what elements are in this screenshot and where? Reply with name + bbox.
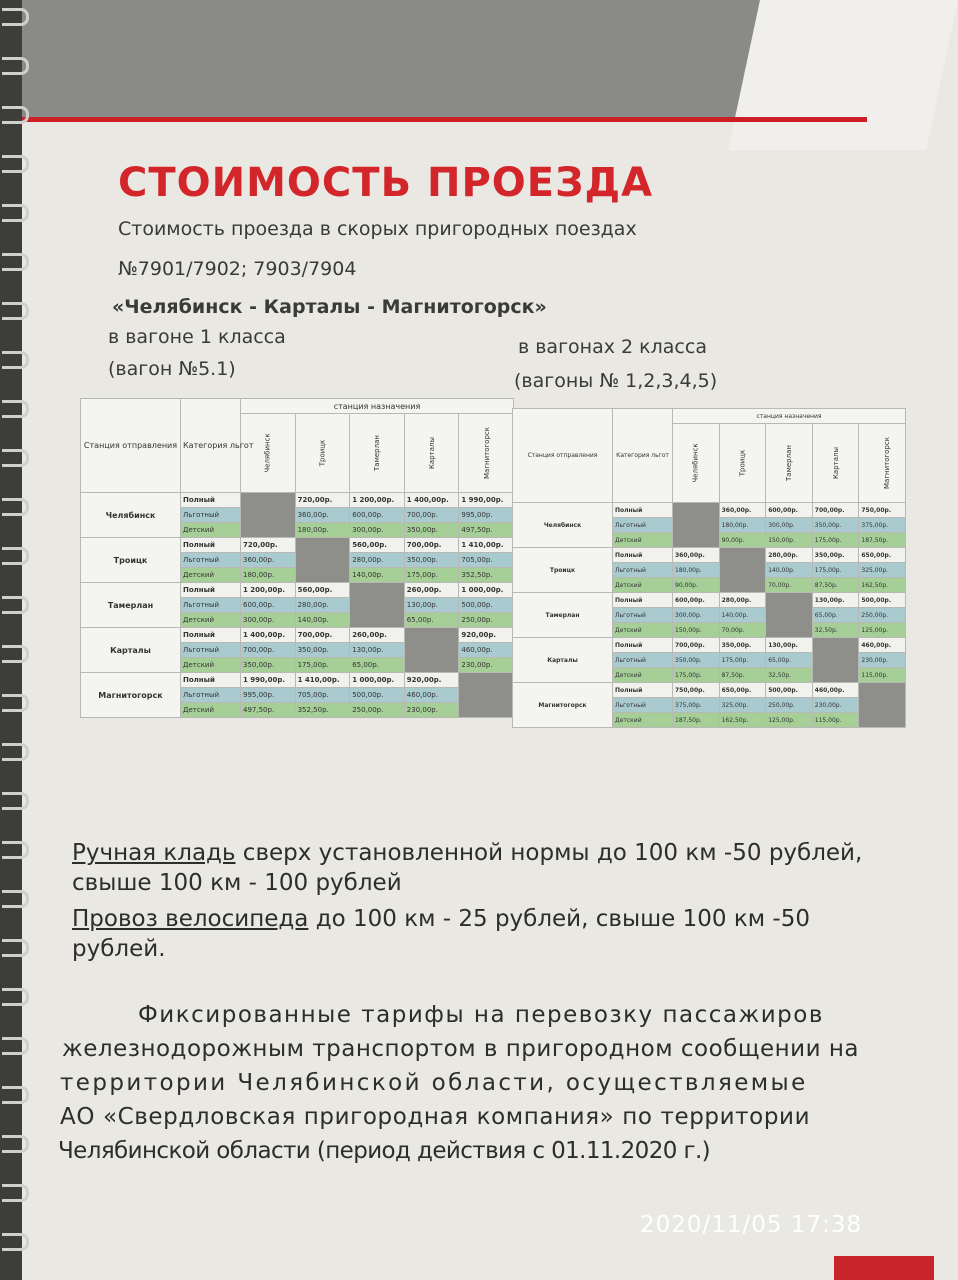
fare-table-class2	[512, 408, 906, 728]
fare-cell: 460,00р.	[404, 688, 459, 703]
fare-cell: 90,00р.	[719, 533, 766, 548]
class1-label: в вагоне 1 класса	[108, 326, 286, 348]
binding-ring	[2, 694, 29, 712]
binding-ring	[2, 302, 29, 320]
fare-cell: 350,00р.	[295, 643, 350, 658]
fare-cell: 130,00р.	[766, 638, 813, 653]
fare-cell: 995,00р.	[459, 508, 514, 523]
fare-cell: 65,00р.	[404, 613, 459, 628]
fare-table-class1	[80, 398, 514, 718]
binding-ring	[2, 890, 29, 908]
header-departure: Станция отправления	[513, 409, 613, 503]
fare-category: Льготный	[613, 653, 673, 668]
fare-cell: 250,00р.	[350, 703, 405, 718]
fare-cell: 1 000,00р.	[459, 583, 514, 598]
fare-category: Льготный	[181, 508, 241, 523]
binding-ring	[2, 106, 29, 124]
binding-ring	[2, 57, 29, 75]
fare-cell: 350,00р.	[719, 638, 766, 653]
bike-text: до 100 км - 25 рублей, свыше 100 км -50	[308, 906, 810, 932]
fare-category: Льготный	[181, 643, 241, 658]
bike-note-2: рублей.	[72, 936, 166, 962]
route-name: «Челябинск - Карталы - Магнитогорск»	[112, 296, 547, 318]
header-destination-station: Троицк	[295, 414, 350, 493]
class1-car: (вагон №5.1)	[108, 358, 236, 380]
luggage-text: сверх установленной нормы до 100 км -50 рублей,	[235, 840, 863, 866]
departure-station: Челябинск	[513, 503, 613, 548]
fare-cell-empty	[241, 493, 296, 538]
class2-cars: (вагоны № 1,2,3,4,5)	[514, 370, 718, 392]
fare-cell: 700,00р.	[404, 508, 459, 523]
fare-cell: 300,00р.	[766, 518, 813, 533]
binding-ring	[2, 743, 29, 761]
fare-cell: 350,00р.	[812, 518, 859, 533]
luggage-note-2: свыше 100 км - 100 рублей	[72, 870, 402, 896]
fare-cell: 600,00р.	[766, 503, 813, 518]
fare-cell: 750,00р.	[859, 503, 906, 518]
fare-cell: 250,00р.	[859, 608, 906, 623]
header-red-line	[22, 117, 867, 122]
fare-cell: 140,00р.	[719, 608, 766, 623]
fare-category: Полный	[181, 628, 241, 643]
fare-cell: 300,00р.	[241, 613, 296, 628]
fare-cell: 700,00р.	[404, 538, 459, 553]
fare-cell: 650,00р.	[719, 683, 766, 698]
binding-ring	[2, 792, 29, 810]
fare-cell: 140,00р.	[350, 568, 405, 583]
fare-cell: 115,00р.	[812, 713, 859, 728]
fare-cell-empty	[766, 593, 813, 638]
fare-cell: 130,00р.	[350, 643, 405, 658]
fare-cell-empty	[350, 583, 405, 628]
fare-cell: 350,00р.	[241, 658, 296, 673]
fare-cell: 1 200,00р.	[241, 583, 296, 598]
fare-cell-empty	[859, 683, 906, 728]
fare-cell: 230,00р.	[404, 703, 459, 718]
fare-cell: 87,50р.	[719, 668, 766, 683]
fare-cell: 600,00р.	[350, 508, 405, 523]
binding-ring	[2, 547, 29, 565]
fare-cell: 1 400,00р.	[404, 493, 459, 508]
departure-station: Троицк	[513, 548, 613, 593]
fare-cell: 350,00р.	[673, 653, 720, 668]
binding-ring	[2, 400, 29, 418]
departure-station: Карталы	[81, 628, 181, 673]
binding-ring	[2, 1184, 29, 1202]
fare-cell: 180,00р.	[241, 568, 296, 583]
departure-station: Троицк	[81, 538, 181, 583]
fare-category: Полный	[181, 583, 241, 598]
fare-category: Детский	[613, 578, 673, 593]
fixed-tariffs-line-5: Челябинской области (период действия с 01.11.2020 г.)	[58, 1138, 711, 1164]
fare-category: Полный	[613, 503, 673, 518]
fare-cell: 460,00р.	[812, 683, 859, 698]
fare-cell: 700,00р.	[812, 503, 859, 518]
fare-cell: 560,00р.	[350, 538, 405, 553]
fare-cell-empty	[295, 538, 350, 583]
fare-category: Детский	[181, 523, 241, 538]
fare-category: Детский	[613, 533, 673, 548]
fare-cell: 1 000,00р.	[350, 673, 405, 688]
fare-cell-empty	[404, 628, 459, 673]
fare-cell: 65,00р.	[350, 658, 405, 673]
fare-cell-empty	[812, 638, 859, 683]
fare-cell-empty	[719, 548, 766, 593]
fare-cell: 500,00р.	[350, 688, 405, 703]
fare-category: Льготный	[613, 518, 673, 533]
fixed-tariffs-line-2: железнодорожным транспортом в пригородном сообщении на	[62, 1036, 860, 1062]
fare-cell: 187,50р.	[859, 533, 906, 548]
fare-category: Льготный	[181, 598, 241, 613]
fare-cell: 90,00р.	[673, 578, 720, 593]
fare-cell: 920,00р.	[459, 628, 514, 643]
fare-category: Полный	[181, 538, 241, 553]
fare-cell: 360,00р.	[673, 548, 720, 563]
binding-ring	[2, 1037, 29, 1055]
fare-cell: 175,00р.	[673, 668, 720, 683]
fare-cell: 180,00р.	[719, 518, 766, 533]
header-destination-station: Челябинск	[241, 414, 296, 493]
fare-cell: 280,00р.	[719, 593, 766, 608]
fare-cell: 260,00р.	[404, 583, 459, 598]
fare-cell-empty	[673, 503, 720, 548]
binding-ring	[2, 596, 29, 614]
bike-note	[72, 906, 810, 932]
header-destination-station: Троицк	[719, 424, 766, 503]
departure-station: Тамерлан	[81, 583, 181, 628]
fare-category: Полный	[613, 593, 673, 608]
bike-link: Провоз велосипеда	[72, 906, 309, 932]
fare-cell: 300,00р.	[350, 523, 405, 538]
fare-cell: 180,00р.	[673, 563, 720, 578]
fare-cell: 180,00р.	[295, 523, 350, 538]
header-destination-station: Тамерлан	[766, 424, 813, 503]
fare-category: Детский	[181, 568, 241, 583]
class2-label: в вагонах 2 класса	[518, 336, 707, 358]
fare-cell: 280,00р.	[350, 553, 405, 568]
binding-ring	[2, 449, 29, 467]
page-curl	[728, 0, 958, 150]
fare-cell: 70,00р.	[719, 623, 766, 638]
fare-cell: 750,00р.	[673, 683, 720, 698]
fixed-tariffs-line-1: Фиксированные тарифы на перевозку пассажиров	[138, 1002, 824, 1028]
departure-station: Карталы	[513, 638, 613, 683]
fare-cell: 280,00р.	[766, 548, 813, 563]
fare-cell: 350,00р.	[404, 523, 459, 538]
header-destination: станция назначения	[241, 399, 514, 414]
fare-cell: 1 990,00р.	[241, 673, 296, 688]
fare-category: Полный	[613, 638, 673, 653]
fare-cell: 700,00р.	[673, 638, 720, 653]
fare-cell: 560,00р.	[295, 583, 350, 598]
fare-cell: 140,00р.	[766, 563, 813, 578]
binding-ring	[2, 1233, 29, 1251]
fare-cell: 32,50р.	[812, 623, 859, 638]
fare-cell: 325,00р.	[859, 563, 906, 578]
intro-line-1: Стоимость проезда в скорых пригородных поездах	[118, 218, 637, 240]
fare-cell: 70,00р.	[766, 578, 813, 593]
fare-cell: 162,50р.	[719, 713, 766, 728]
fare-cell: 375,00р.	[673, 698, 720, 713]
binding-ring	[2, 253, 29, 271]
fare-category: Детский	[613, 668, 673, 683]
binding-ring	[2, 988, 29, 1006]
fare-cell: 162,50р.	[859, 578, 906, 593]
fare-cell: 600,00р.	[241, 598, 296, 613]
fare-category: Льготный	[613, 698, 673, 713]
fare-cell: 125,00р.	[766, 713, 813, 728]
binding-ring	[2, 939, 29, 957]
fare-cell: 720,00р.	[241, 538, 296, 553]
binding-ring	[2, 155, 29, 173]
fare-category: Льготный	[613, 563, 673, 578]
fare-cell: 175,00р.	[812, 563, 859, 578]
header-destination-station: Магнитогорск	[859, 424, 906, 503]
fare-cell: 1 410,00р.	[459, 538, 514, 553]
fare-cell: 500,00р.	[766, 683, 813, 698]
binding-ring	[2, 498, 29, 516]
fare-cell: 150,00р.	[766, 533, 813, 548]
fare-category: Полный	[181, 673, 241, 688]
fare-category: Детский	[613, 623, 673, 638]
header-destination-station: Тамерлан	[350, 414, 405, 493]
fare-cell: 175,00р.	[719, 653, 766, 668]
fare-category: Льготный	[181, 553, 241, 568]
fare-cell: 1 410,00р.	[295, 673, 350, 688]
fare-cell: 460,00р.	[859, 638, 906, 653]
fare-cell: 230,00р.	[859, 653, 906, 668]
fare-category: Детский	[181, 703, 241, 718]
departure-station: Челябинск	[81, 493, 181, 538]
fare-cell: 260,00р.	[350, 628, 405, 643]
header-category: Категория льгот	[181, 399, 241, 493]
fare-cell: 700,00р.	[241, 643, 296, 658]
binding-ring	[2, 841, 29, 859]
fare-cell: 230,00р.	[459, 658, 514, 673]
fare-cell: 140,00р.	[295, 613, 350, 628]
fare-cell: 175,00р.	[812, 533, 859, 548]
fare-cell: 460,00р.	[459, 643, 514, 658]
photo-timestamp: 2020/11/05 17:38	[640, 1212, 863, 1238]
fare-cell: 360,00р.	[719, 503, 766, 518]
fare-cell: 1 200,00р.	[350, 493, 405, 508]
fare-cell: 350,00р.	[404, 553, 459, 568]
luggage-link: Ручная кладь	[72, 840, 236, 866]
page-corner-mark	[834, 1256, 934, 1280]
departure-station: Магнитогорск	[513, 683, 613, 728]
fare-cell: 125,00р.	[859, 623, 906, 638]
fare-cell: 300,00р.	[673, 608, 720, 623]
fare-cell: 130,00р.	[404, 598, 459, 613]
fare-cell: 360,00р.	[295, 508, 350, 523]
intro-train-numbers: №7901/7902; 7903/7904	[118, 258, 357, 280]
fare-cell: 352,50р.	[295, 703, 350, 718]
fare-cell: 115,00р.	[859, 668, 906, 683]
fare-cell: 65,00р.	[766, 653, 813, 668]
fare-cell: 1 990,00р.	[459, 493, 514, 508]
fare-category: Детский	[181, 658, 241, 673]
departure-station: Тамерлан	[513, 593, 613, 638]
fare-cell: 650,00р.	[859, 548, 906, 563]
fare-cell: 500,00р.	[859, 593, 906, 608]
fare-cell: 187,50р.	[673, 713, 720, 728]
fare-category: Льготный	[181, 688, 241, 703]
binding-ring	[2, 1135, 29, 1153]
fare-category: Детский	[613, 713, 673, 728]
fixed-tariffs-line-4: АО «Свердловская пригородная компания» по территории	[60, 1104, 811, 1130]
fare-cell: 360,00р.	[241, 553, 296, 568]
fare-cell: 497,50р.	[241, 703, 296, 718]
fare-cell: 1 400,00р.	[241, 628, 296, 643]
fare-cell: 350,00р.	[812, 548, 859, 563]
binding-ring	[2, 645, 29, 663]
fare-cell: 497,50р.	[459, 523, 514, 538]
fare-cell: 175,00р.	[404, 568, 459, 583]
departure-station: Магнитогорск	[81, 673, 181, 718]
header-destination-station: Карталы	[404, 414, 459, 493]
fare-cell: 32,50р.	[766, 668, 813, 683]
header-category: Категория льгот	[613, 409, 673, 503]
fixed-tariffs-line-3: территории Челябинской области, осуществляемые	[60, 1070, 808, 1096]
header-destination-station: Карталы	[812, 424, 859, 503]
fare-cell: 600,00р.	[673, 593, 720, 608]
fare-category: Полный	[613, 548, 673, 563]
fare-cell: 705,00р.	[295, 688, 350, 703]
fare-cell: 230,00р.	[812, 698, 859, 713]
fare-cell: 250,00р.	[459, 613, 514, 628]
header-band	[22, 0, 862, 118]
fare-cell: 920,00р.	[404, 673, 459, 688]
fare-cell: 705,00р.	[459, 553, 514, 568]
fare-cell: 150,00р.	[673, 623, 720, 638]
header-destination-station: Челябинск	[673, 424, 720, 503]
header-departure: Станция отправления	[81, 399, 181, 493]
header-destination-station: Магнитогорск	[459, 414, 514, 493]
fare-cell: 720,00р.	[295, 493, 350, 508]
fare-cell: 130,00р.	[812, 593, 859, 608]
fare-cell: 87,50р.	[812, 578, 859, 593]
fare-cell: 280,00р.	[295, 598, 350, 613]
fare-cell: 995,00р.	[241, 688, 296, 703]
luggage-note	[72, 840, 862, 866]
fare-cell: 352,50р.	[459, 568, 514, 583]
fare-cell: 700,00р.	[295, 628, 350, 643]
fare-cell: 325,00р.	[719, 698, 766, 713]
fare-cell: 250,00р.	[766, 698, 813, 713]
binding-ring	[2, 1086, 29, 1104]
fare-category: Детский	[181, 613, 241, 628]
fare-category: Полный	[181, 493, 241, 508]
page-title: СТОИМОСТЬ ПРОЕЗДА	[118, 160, 654, 206]
fare-cell: 65,00р.	[812, 608, 859, 623]
fare-category: Льготный	[613, 608, 673, 623]
fare-cell: 375,00р.	[859, 518, 906, 533]
fare-cell: 500,00р.	[459, 598, 514, 613]
fare-cell: 175,00р.	[295, 658, 350, 673]
binding-ring	[2, 204, 29, 222]
binding-ring	[2, 8, 29, 26]
binding-ring	[2, 351, 29, 369]
fare-cell-empty	[459, 673, 514, 718]
fare-category: Полный	[613, 683, 673, 698]
header-destination: станция назначения	[673, 409, 906, 424]
